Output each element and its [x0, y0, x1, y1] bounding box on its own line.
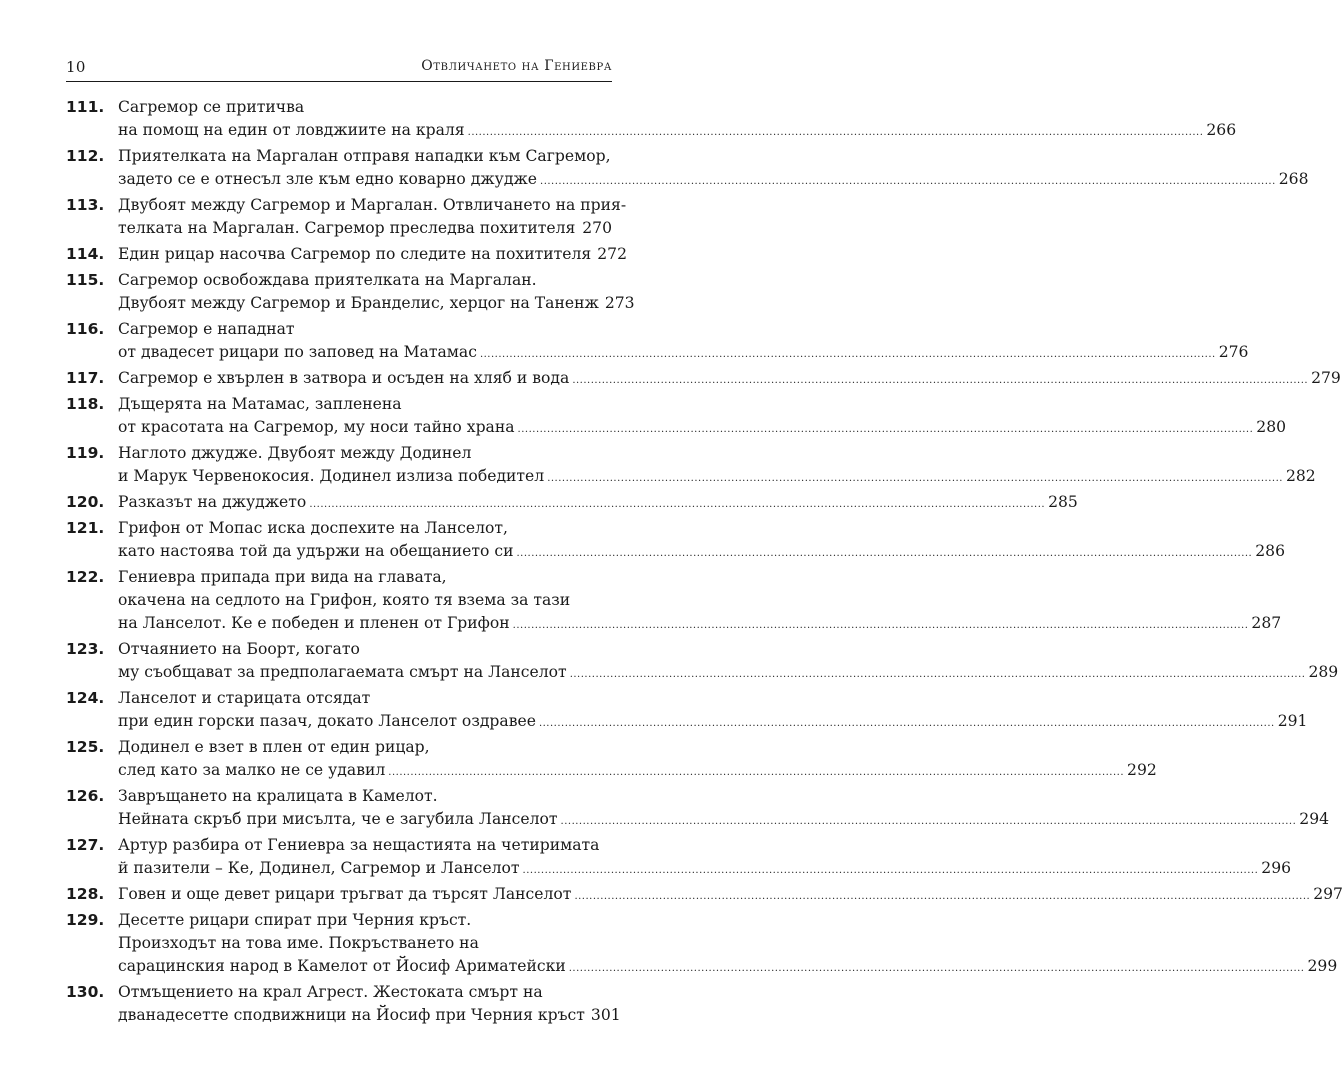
toc-entry-last-line: [118, 341, 1249, 366]
toc-entry-number: 116.: [66, 320, 105, 338]
toc-page-number: 266: [1206, 121, 1237, 139]
toc-entry-number: 121.: [66, 519, 105, 537]
toc-entry-last-line: [118, 416, 1287, 441]
toc-entry-number: 111.: [66, 98, 105, 116]
toc-page-number: 285: [1048, 493, 1078, 511]
toc-entry-last-line: [118, 857, 1292, 882]
toc-entry: [66, 442, 1316, 490]
toc-entry-text: Наглото джудже. Двубоят между Додинел: [118, 444, 472, 462]
toc-entry-last-line: [118, 491, 1078, 516]
toc-entry-text: Грифон от Мопас иска доспехите на Ланселот,: [118, 519, 509, 537]
toc-entry-number: 125.: [66, 738, 105, 756]
dot-leader: ........................................................................................................................................................................................................: [547, 473, 1283, 484]
toc-entry-text: от красотата на Сагремор, му носи тайно храна: [118, 418, 515, 436]
toc-page-number: 291: [1277, 712, 1308, 730]
toc-page-number: 301: [590, 1006, 621, 1024]
dot-leader: ........................................................................................................................................................................................................: [512, 620, 1249, 631]
toc-entry: [66, 145, 1309, 193]
toc-page-number: 296: [1261, 859, 1292, 877]
toc-entry: [66, 517, 1285, 565]
toc-entry-text: Сагремор е нападнат: [118, 320, 295, 338]
dot-leader: ........................................................................................................................................................................................................: [467, 127, 1204, 138]
toc-entry: [66, 566, 1282, 637]
toc-entry-text: Отчаянието на Боорт, когато: [118, 640, 360, 658]
toc-entry-text: Сагремор освобождава приятелката на Маргалан.: [118, 271, 537, 289]
toc-entry-text: сарацинския народ в Камелот от Йосиф Ариматейски: [118, 957, 566, 975]
toc-entry-text: Артур разбира от Гениевра за нещастията на четиримата: [118, 836, 600, 854]
toc-entry-text: Отмъщението на крал Агрест. Жестоката смърт на: [118, 983, 543, 1001]
toc-page-number: 299: [1307, 957, 1338, 975]
toc-entry-text: на помощ на един от ловджиите на краля: [118, 121, 465, 139]
toc-entry-text: Произходът на това име. Покръстването на: [118, 934, 479, 952]
toc-entry-last-line: [118, 808, 1330, 833]
toc-entry: [66, 194, 627, 242]
toc-entry-last-line: [118, 465, 1316, 490]
toc-page-number: 273: [604, 294, 635, 312]
dot-leader: ........................................................................................................................................................................................................: [572, 375, 1309, 386]
header-rule: [66, 81, 612, 82]
toc-entry-number: 129.: [66, 911, 105, 929]
toc-entry: [66, 736, 1157, 784]
toc-entry-text: Разказът на джуджето: [118, 493, 307, 511]
toc-entry-text: му съобщават за предполагаемата смърт на Ланселот: [118, 663, 567, 681]
toc-page-number: 294: [1299, 810, 1330, 828]
toc-entry-text: Говен и още девет рицари тръгват да търсят Ланселот: [118, 885, 572, 903]
toc-entry-text: Сагремор се притичва: [118, 98, 305, 116]
toc-entry: [66, 638, 1339, 686]
toc-entry-number: 117.: [66, 369, 105, 387]
toc-page-number: 287: [1251, 614, 1282, 632]
toc-page-number: 272: [597, 245, 627, 263]
toc-entry-last-line: [118, 710, 1308, 735]
toc-entry-text: Нейната скръб при мисълта, че е загубила Ланселот: [118, 810, 558, 828]
toc-page-number: 270: [582, 219, 612, 237]
toc-entry-text: Десетте рицари спират при Черния кръст.: [118, 911, 472, 929]
toc-entry-last-line: [118, 367, 1341, 392]
toc-entry-text: Додинел е взет в плен от един рицар,: [118, 738, 430, 756]
toc-entry-last-line: [118, 612, 1282, 637]
toc-page-number: 286: [1255, 542, 1285, 560]
toc-entry-last-line: [118, 168, 1309, 193]
toc-entry-number: 127.: [66, 836, 105, 854]
toc-entry-text: на Ланселот. Ке е победен и пленен от Грифон: [118, 614, 510, 632]
toc-entry-number: 114.: [66, 245, 105, 263]
page-header: [66, 58, 612, 80]
toc-entry-text: Приятелката на Маргалан отправя нападки към Сагремор,: [118, 147, 611, 165]
toc-entry-number: 119.: [66, 444, 105, 462]
toc-entry-number: 112.: [66, 147, 105, 165]
toc-entry-text: Един рицар насочва Сагремор по следите на похитителя: [118, 245, 592, 263]
toc-entry-last-line: [118, 955, 1338, 980]
toc-entry: [66, 785, 1330, 833]
toc-entry-text: след като за малко не се удавил: [118, 761, 386, 779]
toc-entry-last-line: [118, 661, 1339, 686]
toc-entry-text: окачена на седлото на Грифон, която тя взема за тази: [118, 591, 571, 609]
toc-entry-last-line: [118, 217, 612, 242]
toc-entry-text: й пазители – Ке, Додинел, Сагремор и Ланселот: [118, 859, 520, 877]
dot-leader: ........................................................................................................................................................................................................: [540, 176, 1276, 187]
toc-entry-text: дванадесетте сподвижници на Йосиф при Черния кръст: [118, 1006, 585, 1024]
toc-entry: [66, 687, 1308, 735]
dot-leader: ........................................................................................................................................................................................................: [522, 865, 1259, 876]
toc-page-number: 279: [1311, 369, 1341, 387]
toc-entry-text: Сагремор е хвърлен в затвора и осъден на хляб и вода: [118, 369, 570, 387]
toc-page-number: 289: [1308, 663, 1339, 681]
toc-entry: [66, 981, 621, 1029]
toc-entry-number: 123.: [66, 640, 105, 658]
dot-leader: ........................................................................................................................................................................................................: [517, 424, 1254, 435]
toc-entry-number: 120.: [66, 493, 105, 511]
dot-leader: ........................................................................................................................................................................................................: [538, 718, 1275, 729]
toc-entry-text: и Марук Червенокосия. Додинел излиза победител: [118, 467, 545, 485]
toc-entry-last-line: [118, 540, 1285, 565]
toc-entry-text: като настоява той да удържи на обещанието си: [118, 542, 514, 560]
toc-entry-text: Дъщерята на Матамас, запленена: [118, 395, 402, 413]
toc-entry-text: при един горски пазач, докато Ланселот оздравее: [118, 712, 536, 730]
toc-entry: [66, 834, 1292, 882]
toc-entry-last-line: [118, 759, 1157, 784]
toc-entry-last-line: [118, 1004, 621, 1029]
page-number: 10: [66, 58, 86, 76]
toc-page-number: 282: [1285, 467, 1316, 485]
toc-entry-number: 130.: [66, 983, 105, 1001]
toc-entry-text: от двадесет рицари по заповед на Матамас: [118, 343, 477, 361]
toc-entry: [66, 393, 1287, 441]
dot-leader: ........................................................................................................................................................................................................: [560, 816, 1297, 827]
toc-entry: [66, 883, 1343, 908]
running-title: Отвличането на Гениевра: [421, 58, 612, 74]
toc-entry-last-line: [118, 883, 1343, 908]
toc-entry: [66, 909, 1338, 980]
toc-entry-number: 118.: [66, 395, 105, 413]
toc-entry-text: Гениевра припада при вида на главата,: [118, 568, 447, 586]
toc-page-number: 276: [1218, 343, 1249, 361]
toc-entry: [66, 367, 1341, 392]
dot-leader: ........................................................................................................................................................................................................: [516, 548, 1253, 559]
toc-entry-text: Двубоят между Сагремор и Бранделис, херцог на Таненж: [118, 294, 599, 312]
toc-entry-last-line: [118, 119, 1237, 144]
dot-leader: ........................................................................................................................................................................................................: [574, 891, 1311, 902]
toc-entry-number: 113.: [66, 196, 105, 214]
toc-entry: [66, 491, 1078, 516]
toc-entry-text: Завръщането на кралицата в Камелот.: [118, 787, 438, 805]
toc-entry-number: 115.: [66, 271, 105, 289]
toc-entry-number: 126.: [66, 787, 105, 805]
toc-page-number: 280: [1256, 418, 1287, 436]
dot-leader: ........................................................................................................................................................................................................: [309, 499, 1046, 510]
toc-entry: [66, 318, 1249, 366]
dot-leader: ........................................................................................................................................................................................................: [569, 669, 1306, 680]
toc-entry-text: Двубоят между Сагремор и Маргалан. Отвличането на прия-: [118, 196, 627, 214]
toc-page-number: 292: [1127, 761, 1157, 779]
toc-page-number: 268: [1278, 170, 1309, 188]
toc-entry-text: задето се е отнесъл зле към едно коварно джудже: [118, 170, 538, 188]
toc-entry-text: Ланселот и старицата отсядат: [118, 689, 371, 707]
toc-entry-number: 124.: [66, 689, 105, 707]
dot-leader: [578, 219, 579, 242]
toc-entry-number: 128.: [66, 885, 105, 903]
dot-leader: ........................................................................................................................................................................................................: [568, 963, 1305, 974]
toc-entry: [66, 96, 1237, 144]
toc-entry-number: 122.: [66, 568, 105, 586]
toc-entry-last-line: [118, 243, 627, 268]
toc-entry-last-line: [118, 292, 635, 317]
dot-leader: ........................................................................................................................................................................................................: [388, 767, 1125, 778]
dot-leader: ........................................................................................................................................................................................................: [479, 349, 1216, 360]
table-of-contents: [66, 96, 1343, 1030]
toc-entry: [66, 243, 627, 268]
toc-entry-text: телката на Маргалан. Сагремор преследва похитителя: [118, 219, 576, 237]
toc-entry: [66, 269, 635, 317]
toc-page-number: 297: [1313, 885, 1343, 903]
